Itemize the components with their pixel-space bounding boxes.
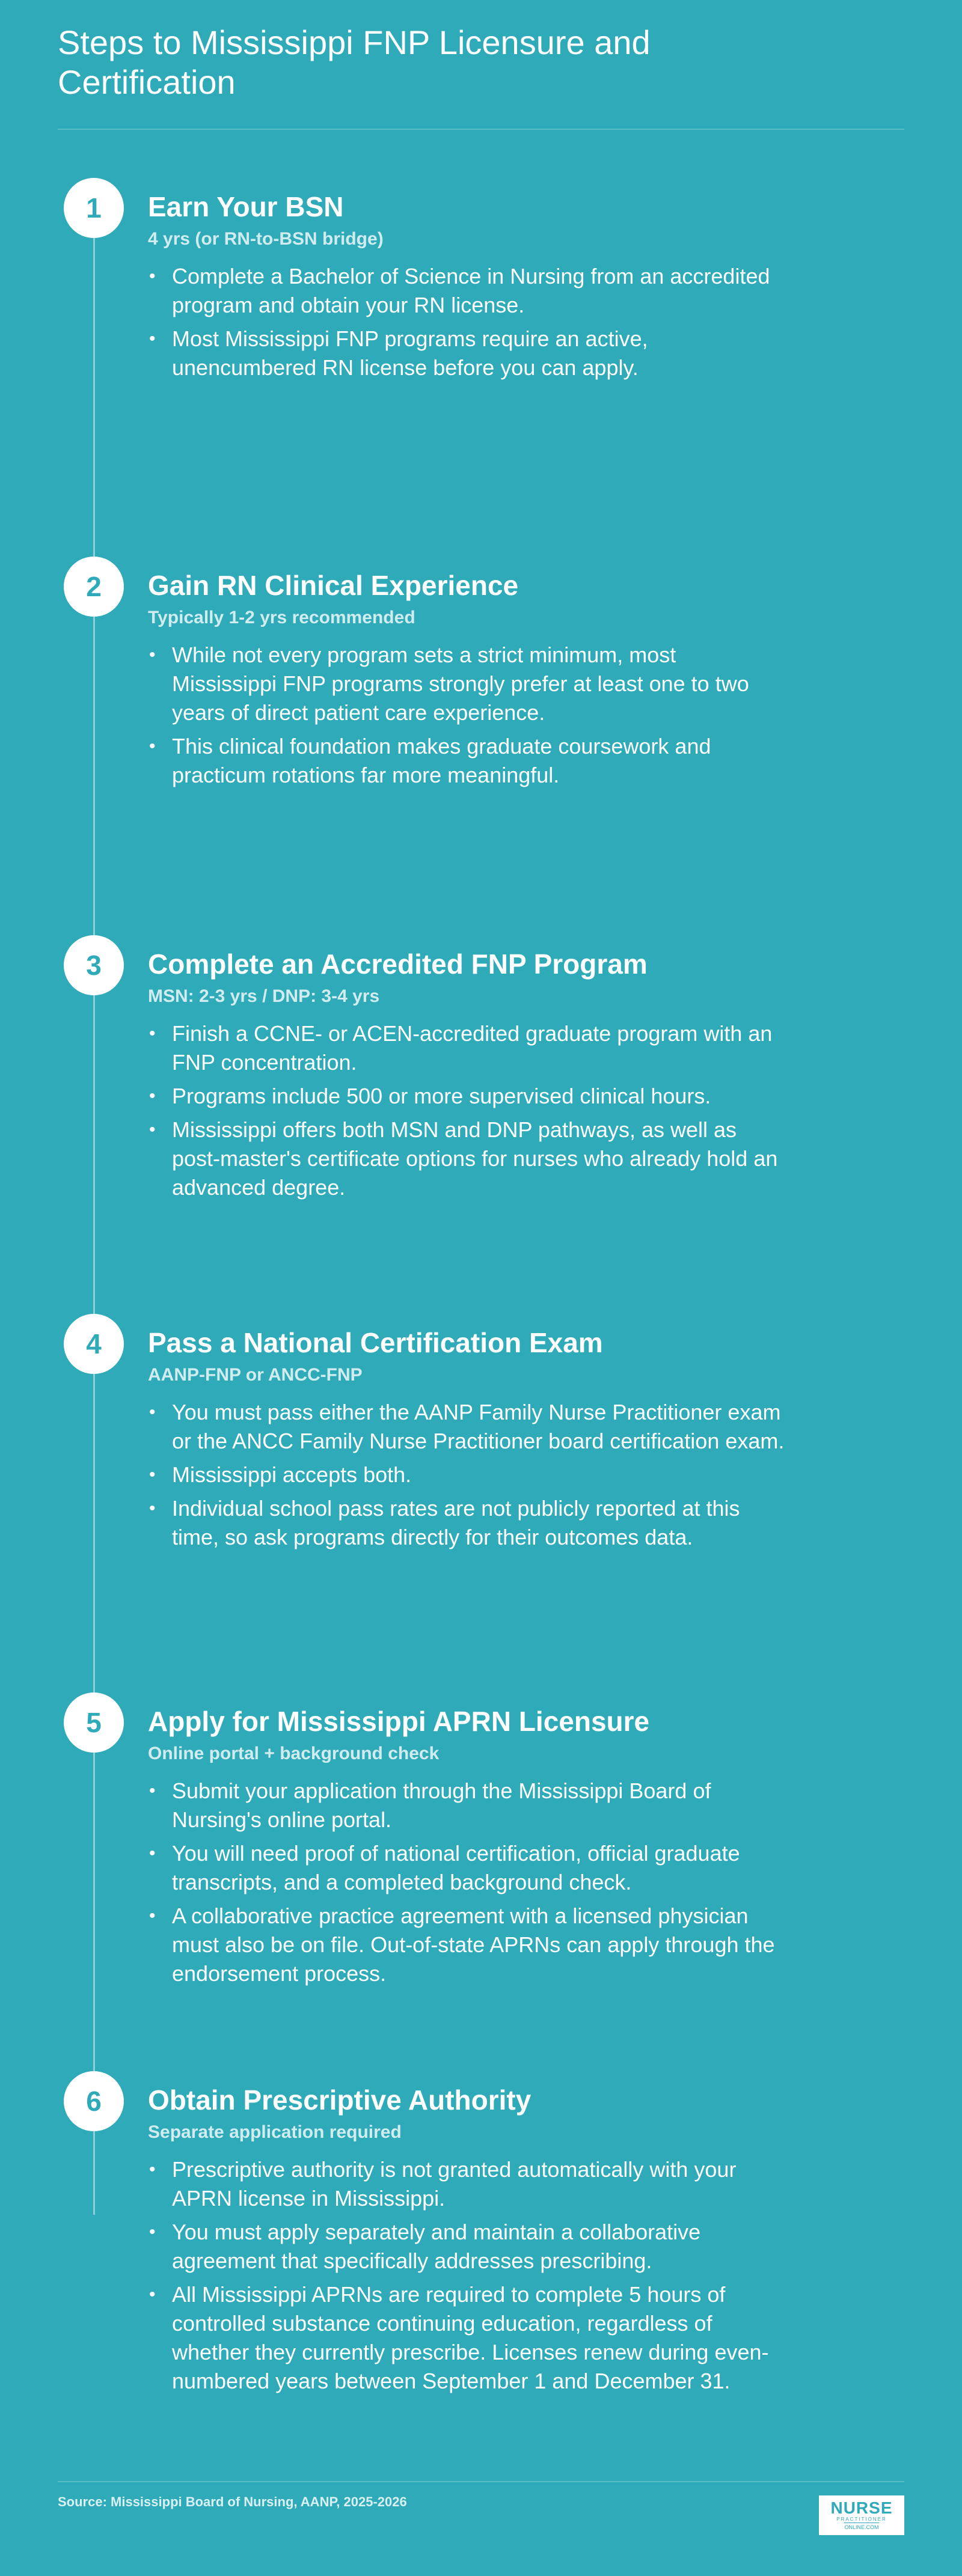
step-number-badge: 6	[64, 2071, 124, 2131]
step-bullets	[148, 2155, 785, 2401]
source-note: Source: Mississippi Board of Nursing, AANP, 2025-2026	[58, 2494, 407, 2509]
step-title: Earn Your BSN	[148, 191, 344, 222]
bullet-item: • Most Mississippi FNP programs require an active, unencumbered RN license before you can apply.	[148, 325, 785, 382]
step-bullets	[148, 641, 785, 795]
step-subtitle: 4 yrs (or RN-to-BSN bridge)	[148, 229, 384, 249]
step-number-badge: 1	[64, 178, 124, 238]
step-number-badge: 2	[64, 557, 124, 617]
bullet-item: • Mississippi offers both MSN and DNP pathways, as well as post-master's certificate options for nurses who already hold an advanced degree.	[148, 1116, 785, 1202]
bullet-item: • Prescriptive authority is not granted automatically with your APRN license in Mississippi.	[148, 2155, 785, 2213]
step-bullets	[148, 262, 785, 387]
bullet-item: • Individual school pass rates are not publicly reported at this time, so ask programs directly for their outcomes data.	[148, 1494, 785, 1552]
bullet-item: • Programs include 500 or more supervised clinical hours.	[148, 1082, 785, 1111]
bullet-item: • All Mississippi APRNs are required to complete 5 hours of controlled substance continuing education, regardless of whether they currently prescribe. Licenses renew during even-numbered years between September 1 and December 31.	[148, 2280, 785, 2396]
step-bullets	[148, 1777, 785, 1993]
logo-wordmark: NURSE	[830, 2498, 893, 2517]
step-subtitle: MSN: 2-3 yrs / DNP: 3-4 yrs	[148, 986, 380, 1006]
page-title: Steps to Mississippi FNP Licensure and Certification	[58, 23, 651, 101]
step-number-badge: 4	[64, 1314, 124, 1374]
bullet-item: • While not every program sets a strict minimum, most Mississippi FNP programs strongly prefer at least one to two years of direct patient care experience.	[148, 641, 785, 727]
step-subtitle: Separate application required	[148, 2122, 402, 2142]
step-title: Apply for Mississippi APRN Licensure	[148, 1706, 650, 1737]
bullet-item: • Complete a Bachelor of Science in Nursing from an accredited program and obtain your RN license.	[148, 262, 785, 320]
bullet-item: • Mississippi accepts both.	[148, 1460, 785, 1489]
bullet-item: • You will need proof of national certification, official graduate transcripts, and a completed background check.	[148, 1839, 785, 1897]
header-divider	[58, 129, 904, 130]
bullet-item: • A collaborative practice agreement with a licensed physician must also be on file. Out-of-state APRNs can apply through the endorsement process.	[148, 1902, 785, 1988]
step-number-badge: 3	[64, 935, 124, 995]
bullet-item: • You must apply separately and maintain a collaborative agreement that specifically addresses prescribing.	[148, 2218, 785, 2275]
site-logo	[819, 2495, 904, 2535]
bullet-item: • You must pass either the AANP Family Nurse Practitioner exam or the ANCC Family Nurse Practitioner board certification exam.	[148, 1398, 785, 1456]
step-title: Obtain Prescriptive Authority	[148, 2084, 532, 2116]
step-number-badge: 5	[64, 1692, 124, 1753]
bullet-item: • This clinical foundation makes graduate coursework and practicum rotations far more meaningful.	[148, 732, 785, 790]
bullet-item: • Submit your application through the Mississippi Board of Nursing's online portal.	[148, 1777, 785, 1834]
logo-domain: ONLINE.COM	[844, 2523, 878, 2531]
step-subtitle: Online portal + background check	[148, 1744, 440, 1763]
step-title: Complete an Accredited FNP Program	[148, 948, 648, 980]
step-subtitle: AANP-FNP or ANCC-FNP	[148, 1365, 363, 1385]
step-title: Gain RN Clinical Experience	[148, 570, 519, 601]
bullet-item: • Finish a CCNE- or ACEN-accredited graduate program with an FNP concentration.	[148, 1019, 785, 1077]
step-title: Pass a National Certification Exam	[148, 1327, 603, 1358]
step-bullets	[148, 1398, 785, 1557]
logo-tagline: PRACTITIONER	[836, 2516, 887, 2522]
footer-divider	[58, 2481, 904, 2482]
step-subtitle: Typically 1-2 yrs recommended	[148, 608, 415, 627]
timeline-line	[93, 207, 95, 2215]
step-bullets	[148, 1019, 785, 1207]
